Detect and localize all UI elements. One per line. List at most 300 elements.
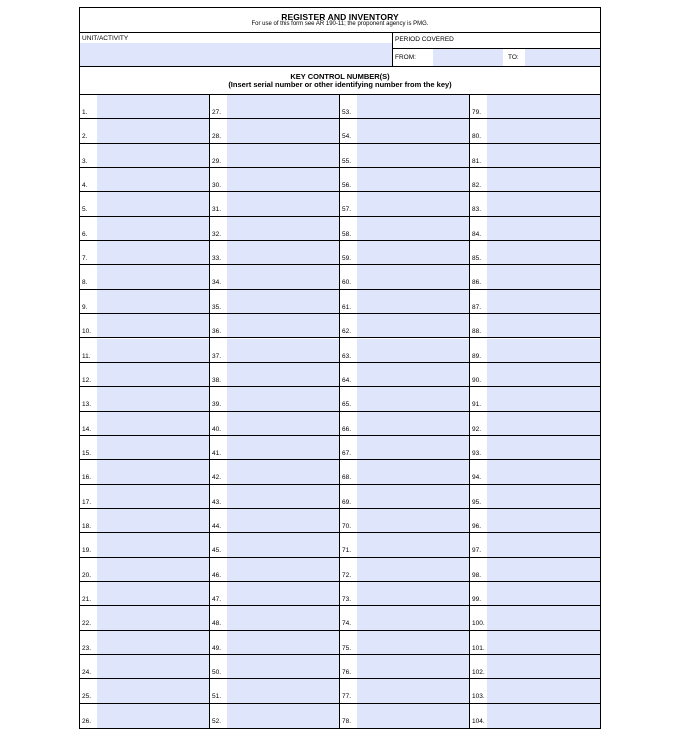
key-serial-field[interactable] bbox=[357, 144, 469, 167]
key-entry-number: 9. bbox=[82, 303, 88, 311]
key-entry-number: 76. bbox=[342, 669, 352, 677]
key-serial-field[interactable] bbox=[97, 192, 209, 215]
key-serial-field[interactable] bbox=[487, 363, 600, 386]
key-entry-number: 63. bbox=[342, 352, 352, 360]
key-entry-row bbox=[80, 533, 209, 557]
key-serial-field[interactable] bbox=[227, 679, 339, 702]
key-entry-number: 91. bbox=[472, 401, 482, 409]
key-entry-number: 26. bbox=[82, 717, 92, 725]
key-entry-row bbox=[470, 436, 600, 460]
key-entry-row bbox=[340, 533, 469, 557]
key-serial-field[interactable] bbox=[487, 533, 600, 556]
key-entry-row bbox=[80, 290, 209, 314]
key-entry-row bbox=[470, 363, 600, 387]
key-entry-row bbox=[340, 606, 469, 630]
key-entry-number: 70. bbox=[342, 522, 352, 530]
key-serial-field[interactable] bbox=[227, 119, 339, 142]
key-entry-row bbox=[80, 606, 209, 630]
form-title: REGISTER AND INVENTORY bbox=[281, 12, 399, 22]
key-serial-field[interactable] bbox=[357, 679, 469, 702]
key-entry-row bbox=[210, 582, 339, 606]
key-entry-number: 5. bbox=[82, 206, 88, 214]
key-entry-number: 49. bbox=[212, 644, 222, 652]
key-serial-field[interactable] bbox=[357, 704, 469, 728]
key-entry-number: 73. bbox=[342, 596, 352, 603]
key-entry-row bbox=[80, 95, 209, 119]
key-entry-number: 50. bbox=[212, 669, 222, 677]
key-entry-number: 35. bbox=[212, 303, 222, 311]
key-entry-row bbox=[470, 412, 600, 436]
key-serial-field[interactable] bbox=[97, 582, 209, 605]
key-entry-row bbox=[80, 509, 209, 533]
key-entry-number: 80. bbox=[472, 133, 482, 141]
key-serial-field[interactable] bbox=[227, 192, 339, 215]
unit-activity-field[interactable] bbox=[80, 43, 392, 66]
key-serial-field[interactable] bbox=[97, 95, 209, 118]
key-entry-number: 102. bbox=[472, 669, 485, 677]
key-entry-number: 55. bbox=[342, 157, 352, 165]
to-field[interactable] bbox=[525, 49, 600, 66]
key-entry-number: 40. bbox=[212, 425, 222, 433]
key-serial-field[interactable] bbox=[97, 460, 209, 483]
key-entry-number: 84. bbox=[472, 230, 482, 238]
key-column-3 bbox=[340, 95, 470, 728]
key-entry-number: 75. bbox=[342, 644, 352, 652]
period-covered-cell bbox=[393, 33, 600, 66]
key-serial-field[interactable] bbox=[97, 558, 209, 581]
key-entry-number: 12. bbox=[82, 376, 92, 384]
key-entry-row bbox=[80, 412, 209, 436]
key-entry-row bbox=[80, 558, 209, 582]
key-entry-number: 53. bbox=[342, 109, 352, 116]
key-serial-field[interactable] bbox=[357, 290, 469, 313]
key-entry-row bbox=[210, 119, 339, 143]
key-entry-number: 83. bbox=[472, 206, 482, 214]
key-column-2 bbox=[210, 95, 340, 728]
key-serial-field[interactable] bbox=[227, 655, 339, 678]
key-serial-field[interactable] bbox=[487, 314, 600, 337]
key-entry-row bbox=[210, 314, 339, 338]
key-serial-field[interactable] bbox=[487, 290, 600, 313]
key-entry-row bbox=[80, 582, 209, 606]
key-entry-number: 86. bbox=[472, 279, 482, 287]
key-entry-row bbox=[80, 679, 209, 703]
form-subtitle: For use of this form see AR 190-11; the proponent agency is PMG. bbox=[251, 21, 429, 27]
to-label: TO: bbox=[508, 54, 519, 61]
key-serial-field[interactable] bbox=[487, 582, 600, 605]
key-serial-field[interactable] bbox=[97, 290, 209, 313]
key-entry-number: 25. bbox=[82, 693, 92, 701]
key-serial-field[interactable] bbox=[97, 436, 209, 459]
key-serial-field[interactable] bbox=[97, 655, 209, 678]
key-serial-field[interactable] bbox=[97, 241, 209, 264]
key-entry-row bbox=[340, 485, 469, 509]
key-entry-row bbox=[340, 119, 469, 143]
key-entry-row bbox=[470, 533, 600, 557]
key-entry-number: 36. bbox=[212, 328, 222, 336]
key-serial-field[interactable] bbox=[487, 509, 600, 532]
key-serial-field[interactable] bbox=[487, 144, 600, 167]
unit-period-row bbox=[80, 33, 600, 67]
key-entry-number: 66. bbox=[342, 425, 352, 433]
key-entry-number: 54. bbox=[342, 133, 352, 141]
key-entry-number: 93. bbox=[472, 449, 482, 457]
key-entry-number: 100. bbox=[472, 620, 485, 628]
key-serial-field[interactable] bbox=[227, 290, 339, 313]
key-serial-field[interactable] bbox=[227, 314, 339, 337]
key-serial-field[interactable] bbox=[97, 387, 209, 410]
key-entry-number: 15. bbox=[82, 449, 92, 457]
key-entry-number: 67. bbox=[342, 449, 352, 457]
key-entry-number: 60. bbox=[342, 279, 352, 287]
key-entry-number: 42. bbox=[212, 474, 222, 482]
key-entry-number: 3. bbox=[82, 157, 88, 165]
key-entry-number: 20. bbox=[82, 571, 92, 579]
key-entry-row bbox=[340, 290, 469, 314]
key-serial-field[interactable] bbox=[487, 460, 600, 483]
key-serial-field[interactable] bbox=[227, 144, 339, 167]
key-serial-field[interactable] bbox=[97, 339, 209, 362]
key-entry-row bbox=[210, 655, 339, 679]
key-entry-row bbox=[340, 314, 469, 338]
key-entry-number: 6. bbox=[82, 230, 88, 238]
key-entry-number: 64. bbox=[342, 376, 352, 384]
key-entry-row bbox=[80, 265, 209, 289]
key-entry-number: 79. bbox=[472, 109, 482, 116]
key-entry-number: 19. bbox=[82, 547, 92, 555]
key-entry-number: 2. bbox=[82, 133, 88, 141]
key-serial-field[interactable] bbox=[227, 509, 339, 532]
key-entry-row bbox=[340, 655, 469, 679]
key-entry-row bbox=[210, 509, 339, 533]
key-entry-row bbox=[470, 509, 600, 533]
key-entry-row bbox=[210, 363, 339, 387]
key-entry-row bbox=[340, 412, 469, 436]
key-serial-field[interactable] bbox=[227, 412, 339, 435]
key-entry-number: 21. bbox=[82, 596, 92, 603]
key-entry-number: 96. bbox=[472, 522, 482, 530]
key-serial-field[interactable] bbox=[357, 655, 469, 678]
key-serial-field[interactable] bbox=[357, 606, 469, 629]
key-entry-row bbox=[340, 144, 469, 168]
key-serial-field[interactable] bbox=[97, 704, 209, 728]
key-serial-field[interactable] bbox=[97, 119, 209, 142]
key-serial-field[interactable] bbox=[357, 412, 469, 435]
key-entry-number: 101. bbox=[472, 644, 485, 652]
key-serial-field[interactable] bbox=[227, 339, 339, 362]
key-serial-field[interactable] bbox=[227, 704, 339, 728]
key-serial-field[interactable] bbox=[97, 509, 209, 532]
key-entry-number: 87. bbox=[472, 303, 482, 311]
key-entry-number: 23. bbox=[82, 644, 92, 652]
key-entry-row bbox=[210, 339, 339, 363]
key-entry-row bbox=[470, 119, 600, 143]
key-entry-number: 47. bbox=[212, 596, 222, 603]
key-entry-row bbox=[80, 485, 209, 509]
key-serial-field[interactable] bbox=[487, 217, 600, 240]
key-serial-field[interactable] bbox=[357, 168, 469, 191]
key-entry-row bbox=[80, 460, 209, 484]
key-serial-field[interactable] bbox=[227, 387, 339, 410]
key-entry-number: 97. bbox=[472, 547, 482, 555]
key-entry-row bbox=[210, 192, 339, 216]
key-entry-number: 90. bbox=[472, 376, 482, 384]
key-entry-number: 82. bbox=[472, 182, 482, 190]
key-entry-row bbox=[80, 363, 209, 387]
key-entry-number: 59. bbox=[342, 255, 352, 263]
key-serial-field[interactable] bbox=[357, 509, 469, 532]
key-entry-row bbox=[210, 704, 339, 728]
key-entry-number: 34. bbox=[212, 279, 222, 287]
unit-activity-cell bbox=[80, 33, 393, 66]
key-entry-number: 94. bbox=[472, 474, 482, 482]
key-entry-number: 61. bbox=[342, 303, 352, 311]
key-entry-number: 78. bbox=[342, 717, 352, 725]
key-entry-row bbox=[470, 290, 600, 314]
key-serial-field[interactable] bbox=[357, 314, 469, 337]
key-entry-row bbox=[470, 655, 600, 679]
key-serial-field[interactable] bbox=[97, 217, 209, 240]
key-entry-row bbox=[210, 168, 339, 192]
key-entry-number: 29. bbox=[212, 157, 222, 165]
key-entry-row bbox=[80, 144, 209, 168]
key-entry-number: 46. bbox=[212, 571, 222, 579]
key-serial-field[interactable] bbox=[487, 436, 600, 459]
from-label: FROM: bbox=[395, 54, 416, 61]
key-entry-row bbox=[80, 314, 209, 338]
key-entry-row bbox=[80, 436, 209, 460]
key-serial-field[interactable] bbox=[227, 631, 339, 654]
key-serial-field[interactable] bbox=[227, 485, 339, 508]
unit-activity-label: UNIT/ACTIVITY bbox=[82, 35, 129, 42]
key-entry-row bbox=[80, 119, 209, 143]
key-entry-row bbox=[470, 168, 600, 192]
key-entry-row bbox=[210, 606, 339, 630]
key-entry-number: 62. bbox=[342, 328, 352, 336]
key-serial-field[interactable] bbox=[487, 168, 600, 191]
key-entry-row bbox=[470, 606, 600, 630]
key-entry-row bbox=[470, 241, 600, 265]
key-entry-number: 38. bbox=[212, 376, 222, 384]
key-entry-number: 71. bbox=[342, 547, 352, 555]
key-serial-field[interactable] bbox=[357, 265, 469, 288]
key-serial-field[interactable] bbox=[487, 95, 600, 118]
key-serial-field[interactable] bbox=[357, 192, 469, 215]
key-entry-row bbox=[80, 631, 209, 655]
key-serial-field[interactable] bbox=[97, 679, 209, 702]
key-serial-field[interactable] bbox=[487, 606, 600, 629]
key-entry-row bbox=[340, 582, 469, 606]
key-serial-field[interactable] bbox=[97, 265, 209, 288]
key-entry-number: 103. bbox=[472, 693, 485, 701]
key-serial-field[interactable] bbox=[227, 533, 339, 556]
key-entry-row bbox=[210, 217, 339, 241]
key-entry-number: 92. bbox=[472, 425, 482, 433]
key-entry-number: 56. bbox=[342, 182, 352, 190]
from-field[interactable] bbox=[433, 49, 503, 66]
key-entry-row bbox=[340, 460, 469, 484]
key-entry-row bbox=[340, 387, 469, 411]
key-serial-field[interactable] bbox=[487, 192, 600, 215]
key-entry-number: 1. bbox=[82, 109, 88, 116]
key-entry-row bbox=[470, 265, 600, 289]
key-serial-field[interactable] bbox=[227, 217, 339, 240]
key-entry-row bbox=[210, 533, 339, 557]
key-entry-number: 48. bbox=[212, 620, 222, 628]
key-entry-row bbox=[80, 655, 209, 679]
key-column-4 bbox=[470, 95, 600, 728]
key-serial-field[interactable] bbox=[97, 606, 209, 629]
key-entry-row bbox=[80, 192, 209, 216]
key-serial-field[interactable] bbox=[357, 436, 469, 459]
key-serial-field[interactable] bbox=[227, 241, 339, 264]
key-entry-row bbox=[470, 387, 600, 411]
key-number-grid bbox=[80, 95, 600, 728]
key-entry-row bbox=[80, 387, 209, 411]
key-serial-field[interactable] bbox=[227, 606, 339, 629]
key-entry-number: 104. bbox=[472, 717, 485, 725]
key-entry-row bbox=[210, 144, 339, 168]
key-serial-field[interactable] bbox=[97, 168, 209, 191]
key-entry-row bbox=[80, 168, 209, 192]
key-serial-field[interactable] bbox=[97, 485, 209, 508]
key-entry-row bbox=[470, 485, 600, 509]
key-serial-field[interactable] bbox=[487, 558, 600, 581]
key-entry-number: 85. bbox=[472, 255, 482, 263]
key-entry-row bbox=[470, 704, 600, 728]
key-entry-row bbox=[470, 558, 600, 582]
key-serial-field[interactable] bbox=[97, 412, 209, 435]
key-column-1 bbox=[80, 95, 210, 728]
key-serial-field[interactable] bbox=[487, 387, 600, 410]
key-entry-row bbox=[470, 192, 600, 216]
key-entry-row bbox=[340, 241, 469, 265]
key-entry-row bbox=[210, 679, 339, 703]
key-entry-number: 45. bbox=[212, 547, 222, 555]
key-serial-field[interactable] bbox=[357, 631, 469, 654]
key-entry-row bbox=[80, 704, 209, 728]
key-serial-field[interactable] bbox=[487, 655, 600, 678]
key-entry-number: 33. bbox=[212, 255, 222, 263]
key-entry-row bbox=[470, 144, 600, 168]
key-entry-number: 89. bbox=[472, 352, 482, 360]
key-serial-field[interactable] bbox=[227, 265, 339, 288]
key-entry-row bbox=[340, 265, 469, 289]
key-entry-row bbox=[340, 631, 469, 655]
key-serial-field[interactable] bbox=[357, 363, 469, 386]
key-serial-field[interactable] bbox=[357, 119, 469, 142]
key-entry-row bbox=[210, 412, 339, 436]
key-serial-field[interactable] bbox=[487, 485, 600, 508]
key-serial-field[interactable] bbox=[227, 558, 339, 581]
key-serial-field[interactable] bbox=[97, 533, 209, 556]
key-entry-number: 43. bbox=[212, 498, 222, 506]
key-serial-field[interactable] bbox=[97, 363, 209, 386]
key-serial-field[interactable] bbox=[487, 265, 600, 288]
register-inventory-form bbox=[79, 7, 601, 729]
key-entry-number: 99. bbox=[472, 596, 482, 603]
key-entry-row bbox=[340, 192, 469, 216]
key-entry-number: 13. bbox=[82, 401, 92, 409]
key-entry-number: 44. bbox=[212, 522, 222, 530]
key-serial-field[interactable] bbox=[487, 679, 600, 702]
key-serial-field[interactable] bbox=[227, 168, 339, 191]
key-entry-row bbox=[340, 679, 469, 703]
key-entry-number: 51. bbox=[212, 693, 222, 701]
key-entry-row bbox=[210, 265, 339, 289]
key-entry-number: 7. bbox=[82, 255, 88, 263]
key-serial-field[interactable] bbox=[487, 412, 600, 435]
key-entry-row bbox=[470, 217, 600, 241]
form-header bbox=[80, 8, 600, 33]
key-entry-row bbox=[210, 436, 339, 460]
key-entry-row bbox=[340, 704, 469, 728]
key-serial-field[interactable] bbox=[227, 95, 339, 118]
key-entry-number: 69. bbox=[342, 498, 352, 506]
key-serial-field[interactable] bbox=[227, 582, 339, 605]
key-entry-number: 24. bbox=[82, 669, 92, 677]
key-entry-row bbox=[340, 558, 469, 582]
key-serial-field[interactable] bbox=[487, 119, 600, 142]
key-entry-number: 52. bbox=[212, 717, 222, 725]
key-serial-field[interactable] bbox=[357, 387, 469, 410]
key-serial-field[interactable] bbox=[97, 144, 209, 167]
key-serial-field[interactable] bbox=[357, 558, 469, 581]
key-serial-field[interactable] bbox=[487, 339, 600, 362]
key-entry-number: 10. bbox=[82, 328, 92, 336]
key-entry-row bbox=[340, 509, 469, 533]
key-serial-field[interactable] bbox=[357, 582, 469, 605]
key-serial-field[interactable] bbox=[227, 460, 339, 483]
key-serial-field[interactable] bbox=[357, 533, 469, 556]
key-entry-number: 11. bbox=[82, 352, 91, 360]
key-entry-row bbox=[210, 460, 339, 484]
key-entry-number: 74. bbox=[342, 620, 352, 628]
key-serial-field[interactable] bbox=[487, 704, 600, 728]
key-entry-number: 22. bbox=[82, 620, 92, 628]
key-entry-row bbox=[80, 217, 209, 241]
key-serial-field[interactable] bbox=[357, 460, 469, 483]
key-entry-number: 17. bbox=[82, 498, 92, 506]
key-serial-field[interactable] bbox=[487, 631, 600, 654]
key-entry-number: 27. bbox=[212, 109, 222, 116]
key-serial-field[interactable] bbox=[357, 95, 469, 118]
key-serial-field[interactable] bbox=[227, 436, 339, 459]
key-serial-field[interactable] bbox=[97, 631, 209, 654]
key-entry-row bbox=[80, 241, 209, 265]
key-entry-number: 57. bbox=[342, 206, 352, 214]
key-entry-number: 30. bbox=[212, 182, 222, 190]
key-entry-row bbox=[80, 339, 209, 363]
key-serial-field[interactable] bbox=[227, 363, 339, 386]
key-serial-field[interactable] bbox=[357, 485, 469, 508]
key-entry-number: 72. bbox=[342, 571, 352, 579]
key-serial-field[interactable] bbox=[97, 314, 209, 337]
key-serial-field[interactable] bbox=[357, 339, 469, 362]
key-entry-number: 37. bbox=[212, 352, 222, 360]
period-covered-label: PERIOD COVERED bbox=[395, 36, 454, 43]
key-entry-row bbox=[470, 314, 600, 338]
key-serial-field[interactable] bbox=[357, 217, 469, 240]
key-entry-number: 88. bbox=[472, 328, 482, 336]
key-entry-number: 39. bbox=[212, 401, 222, 409]
key-entry-row bbox=[210, 387, 339, 411]
key-serial-field[interactable] bbox=[357, 241, 469, 264]
key-serial-field[interactable] bbox=[487, 241, 600, 264]
key-entry-row bbox=[210, 290, 339, 314]
key-entry-number: 65. bbox=[342, 401, 352, 409]
key-entry-number: 95. bbox=[472, 498, 482, 506]
